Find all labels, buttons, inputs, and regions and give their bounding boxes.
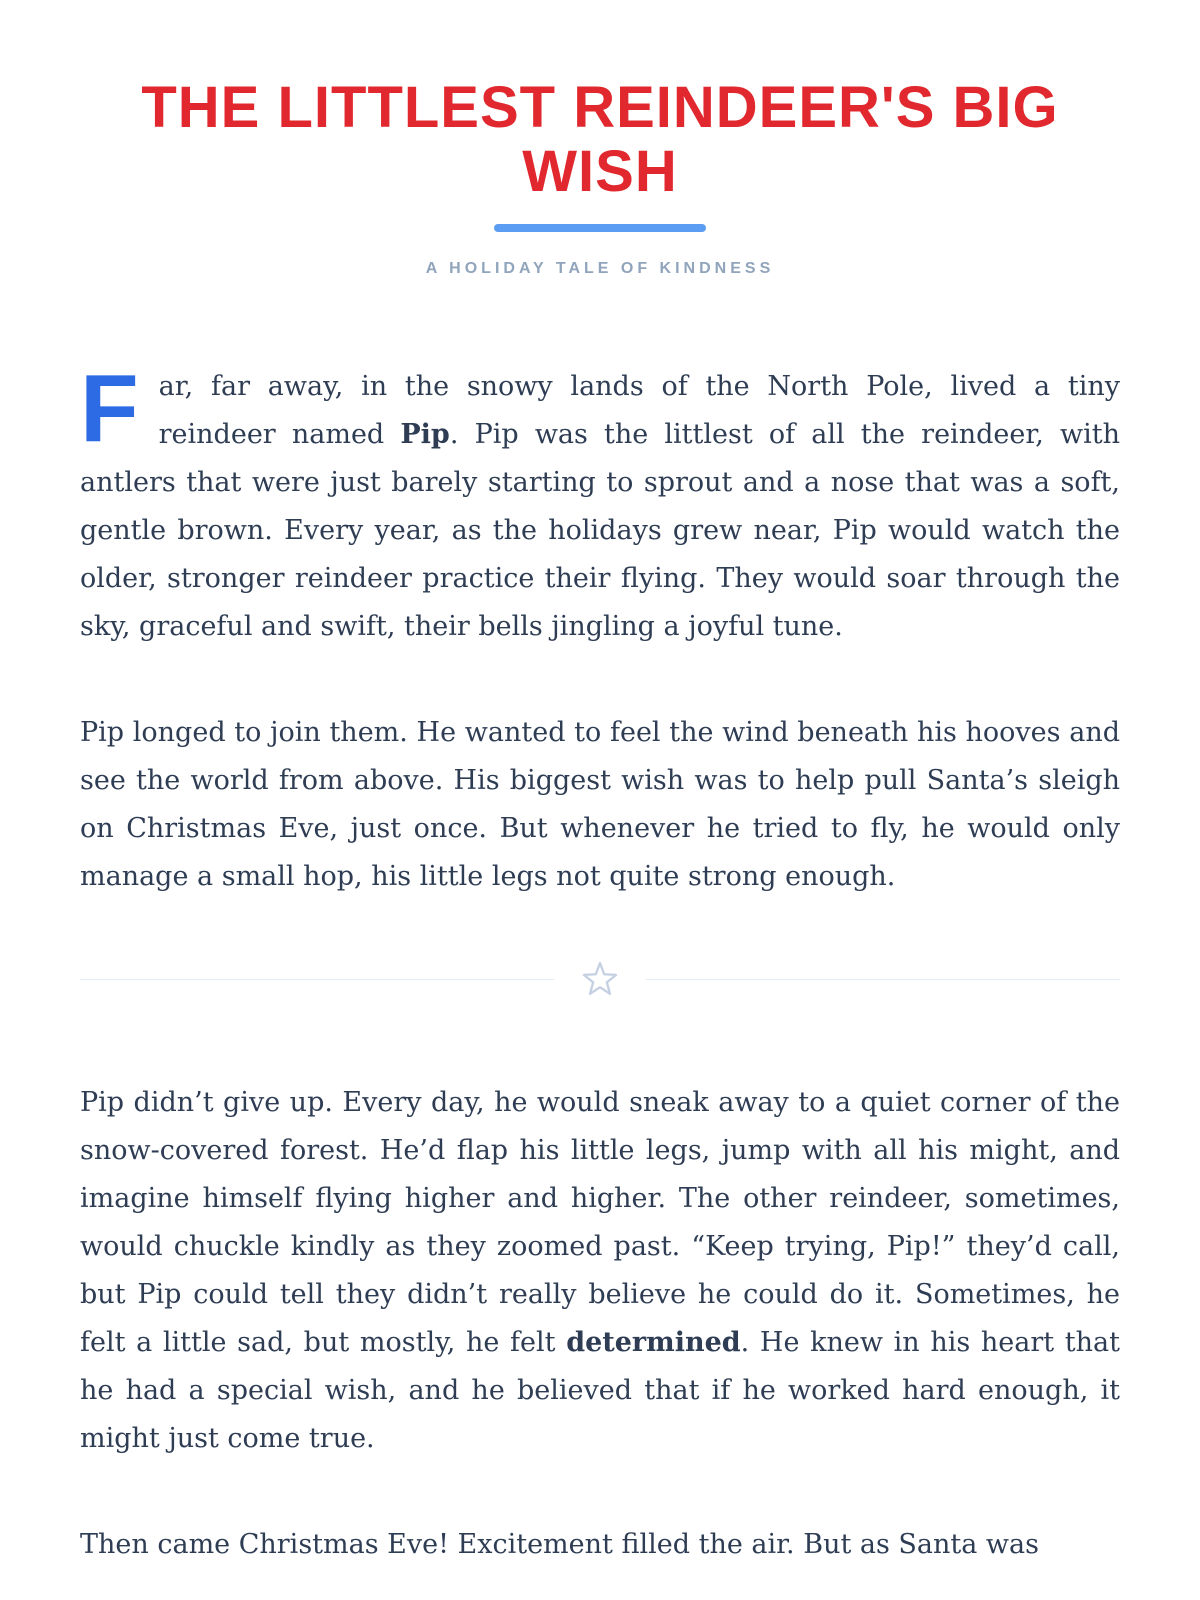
page-subtitle: A HOLIDAY TALE OF KINDNESS: [425, 259, 775, 277]
paragraph-text: ar, far away, in the snowy lands of the North Pole, lived a tiny reindeer named Pip. Pip was the littlest of all the reindeer, with antlers that were just barely starting to sprout and a nose that was a soft, gentle brown. Every year, as the holidays grew near, Pip would watch the older, stronger reindeer practice their flying. They would soar through the sky, graceful and swift, their bells jingling a joyful tune.: [80, 370, 1120, 642]
title-underline-bar: [494, 224, 706, 232]
story-paragraph-3: Pip didn’t give up. Every day, he would sneak away to a quiet corner of the snow-covered forest. He’d flap his little legs, jump with all his might, and imagine himself flying higher and higher. The other reindeer, sometimes, would chuckle kindly as they zoomed past. “Keep trying, Pip!” they’d call, but Pip could tell they didn’t really believe he could do it. Sometimes, he felt a little sad, but mostly, he felt determined. He knew in his heart that he had a special wish, and he believed that if he worked hard enough, it might just come true.: [80, 1086, 1120, 1454]
page-title: THE LITTLEST REINDEER'S BIG WISH: [141, 75, 1059, 204]
drop-cap: F: [80, 354, 139, 462]
section-divider: [80, 959, 1120, 999]
content-column: [80, 76, 1120, 1569]
story-paragraph-4: Then came Christmas Eve! Excitement filled the air. But as Santa was: [80, 1528, 1040, 1560]
story-paragraph-1: [80, 354, 1120, 651]
story-body: [80, 354, 1120, 1569]
story-paragraph-2: Pip longed to join them. He wanted to feel the wind beneath his hooves and see the world from above. His biggest wish was to help pull Santa’s sleigh on Christmas Eve, just once. But whenever he tried to fly, he would only manage a small hop, his little legs not quite strong enough.: [80, 716, 1120, 892]
star-icon: [554, 959, 646, 999]
